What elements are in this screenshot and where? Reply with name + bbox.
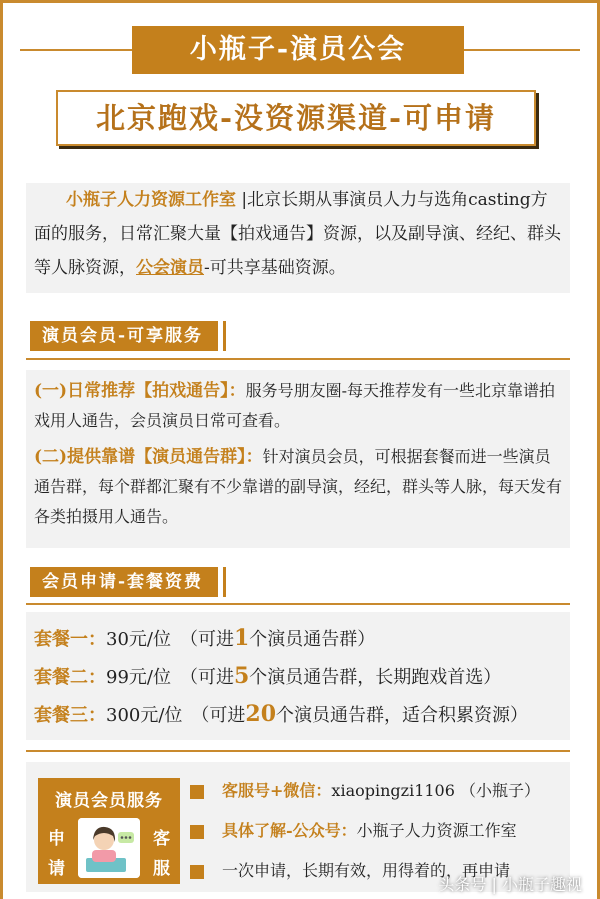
page-title: 小瓶子-演员公会 [132, 26, 464, 74]
intro-text: |北京长期从事演员人力与选角casting方面的服务，日常汇聚大量【拍戏通告】资源，以及副导演、经纪、群头等人脉资源， [34, 190, 561, 278]
title-rule-left [20, 49, 132, 51]
service-item: (一)日常推荐【拍戏通告】：服务号朋友圈-每天推荐发有一些北京靠谱拍戏用人通告，会员演员日常可查看。 [34, 381, 556, 430]
intro-panel [26, 183, 570, 293]
guild-link[interactable]: 公会演员 [136, 258, 204, 278]
services-panel [26, 370, 570, 548]
square-bullet-icon [190, 785, 204, 799]
package-row: 套餐一：30元/位 （可进1个演员通告群） [34, 625, 376, 651]
page-subtitle: 北京跑戏-没资源渠道-可申请 [56, 90, 536, 146]
watermark: 头条号 | 小瓶子趣视 [438, 875, 582, 894]
package-row: 套餐三：300元/位 （可进20个演员通告群，适合积累资源） [34, 701, 529, 727]
services-label: 演员会员-可享服务 [30, 321, 218, 351]
contact-wechat: 客服号+微信：xiaopingzi1106 （小瓶子） [190, 778, 540, 801]
packages-bottom-rule [26, 750, 570, 752]
services-rule [26, 358, 570, 360]
customer-service-avatar [78, 818, 140, 878]
contact-note: 一次申请，长期有效，用得着的，再申请 [190, 858, 510, 881]
studio-name: 小瓶子人力资源工作室 [66, 190, 236, 210]
square-bullet-icon [190, 825, 204, 839]
contact-official-account: 具体了解-公众号：小瓶子人力资源工作室 [190, 818, 517, 841]
intro-text-end: -可共享基础资源。 [204, 258, 346, 278]
service-item: (二)提供靠谱【演员通告群】：针对演员会员，可根据套餐而进一些演员通告群，每个群都汇聚有不少靠谱的副导演，经纪，群头等人脉，每天发有各类拍摄用人通告。 [34, 447, 563, 526]
packages-rule [26, 603, 570, 605]
package-row: 套餐二：99元/位 （可进5个演员通告群，长期跑戏首选） [34, 663, 502, 689]
packages-panel [26, 612, 570, 740]
square-bullet-icon [190, 865, 204, 879]
contact-label: 演员会员服务 申 请 客 服 [38, 778, 180, 884]
packages-label: 会员申请-套餐资费 [30, 567, 218, 597]
title-rule-right [464, 49, 580, 51]
